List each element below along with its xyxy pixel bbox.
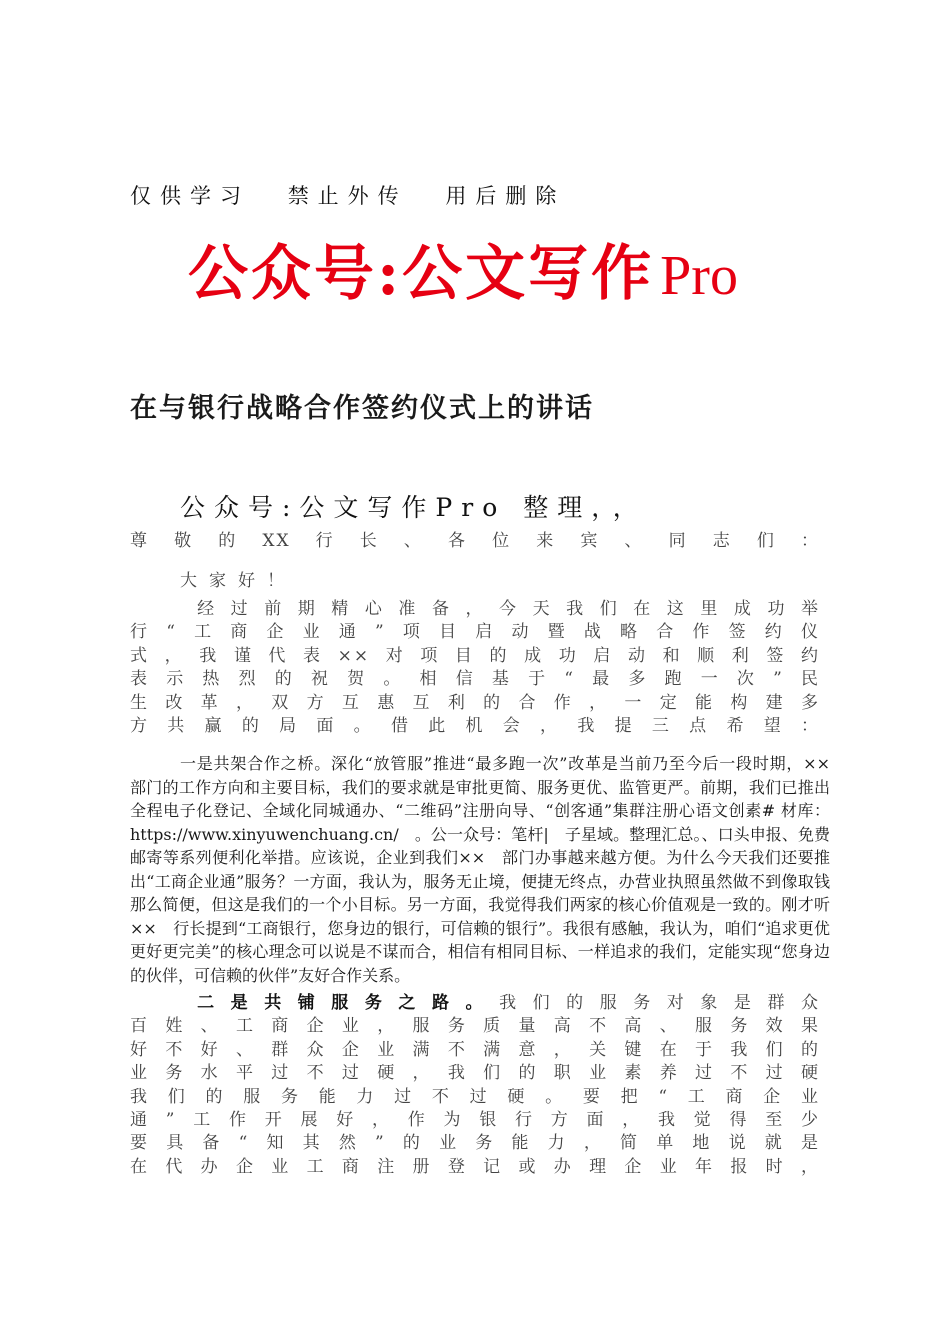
paragraph-line: 生改革，双方互惠互利的合作，一定能构建多 (130, 692, 820, 713)
greeting: 大家好！ (180, 571, 296, 591)
paragraph-line: 好不好、群众企业满不满意，关键在于我们的 (130, 1039, 820, 1060)
notice-no-distribution: 禁止外传 (287, 184, 408, 208)
page-title: 在与银行战略合作签约仪式上的讲话 (130, 393, 594, 424)
brand-prefix: 公众号:公文写作 (188, 239, 655, 309)
salutation (130, 530, 820, 553)
paragraph-line: 行“工商企业通”项目启动暨战略合作签约仪 (130, 622, 820, 643)
brand-banner (188, 226, 738, 312)
salutation-line: 尊敬的XX行长、各位来宾、同志们： (130, 531, 820, 551)
paragraph-line: 在代办企业工商注册登记或办理企业年报时， (130, 1156, 820, 1177)
paragraph-line (130, 992, 820, 1015)
paragraph-line: 表示热烈的祝贺。相信基于“最多跑一次”民 (130, 669, 820, 690)
paragraph-line: 我们的服务能力过不过硬。要把“工商企业 (130, 1086, 820, 1107)
paragraph-intro (130, 598, 820, 738)
point-two-rest: 我们的服务对象是群众 (499, 993, 821, 1013)
paragraph-line: 通”工作开展好，作为银行方面，我觉得至少 (130, 1110, 820, 1131)
notice-study-only: 仅供学习 (130, 184, 250, 208)
paragraph-line: 要具备“知其然”的业务能力，简单地说就是 (130, 1133, 820, 1154)
paragraph-point-two (130, 992, 820, 1179)
usage-notice (130, 180, 587, 210)
paragraph-line: 业务水平过不过硬，我们的职业素养过不过硬 (130, 1063, 820, 1084)
brand-suffix: Pro (660, 245, 738, 307)
paragraph-point-one: 一是共架合作之桥。深化“放管服”推进“最多跑一次”改革是当前乃至今后一段时期，×× 部门的工作方向和主要目标，我们的要求就是审批更简、服务更优、监管更严。前期，我们已推出全程电子化登记、全域化同城通办、“二维码”注册向导、“创客通”集群注册心语文创素# 材库：https://www.xinyuwenchuang.cn/ 。公一众号：笔杆| 子星域。整理汇总。、口头申报、免费邮寄等系列便利化举措。应该说，企业到我们×× 部门办事越来越方便。为什么今天我们还要推出“工商企业通”服务？一方面，我认为，服务无止境，便捷无终点，办营业执照虽然做不到像取钱那么简便，但这是我们的一个小目标。另一方面，我觉得我们两家的核心价值观是一致的。刚才听×× 行长提到“工商银行，您身边的银行，可信赖的银行”。我很有感触，我认为，咱们“追求更优更好更完美”的核心理念可以说是不谋而合，相信有相同目标、一样追求的我们，定能实现“您身边的伙伴，可信赖的伙伴”友好合作关系。 (130, 754, 847, 985)
paragraph-line: 方共赢的局面。借此机会，我提三点希望： (130, 716, 820, 737)
notice-delete-after-use: 用后删除 (445, 184, 566, 208)
paragraph-line: 百姓、工商企业，服务质量高不高、服务效果 (130, 1016, 820, 1037)
paragraph-line: 式，我谨代表××对项目的成功启动和顺利签约 (130, 645, 820, 666)
paragraph-line: 经过前期精心准备，今天我们在这里成功举 (130, 599, 820, 619)
point-two-lead: 二是共铺服务之路。 (130, 993, 500, 1013)
subtitle: 公众号:公文写作Pro 整理，， (180, 493, 647, 522)
